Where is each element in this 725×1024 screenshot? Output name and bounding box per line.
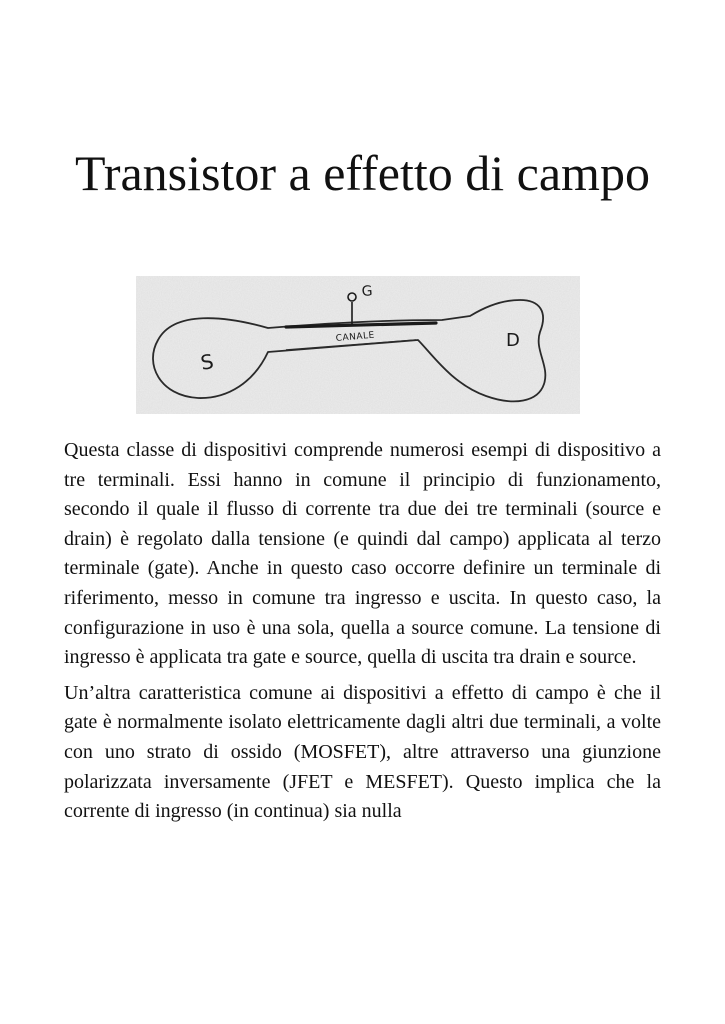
body-text xyxy=(64,436,661,833)
paragraph-2: Un’altra caratteristica comune ai dispositivi a effetto di campo è che il gate è normalmente isolato elettricamente dagli altri due terminali, a volte con uno strato di ossido (MOSFET), altre attraverso una giunzione polarizzata inversamente (JFET e MESFET). Questo implica che la corrente di ingresso (in continua) sia nulla xyxy=(64,681,661,823)
source-label: S xyxy=(198,349,216,375)
paragraph-1: Questa classe di dispositivi comprende numerosi esempi di dispositivo a tre terminali. Essi hanno in comune il principio di funzionamento, secondo il quale il flusso di corrente tra due dei tre terminali (source e drain) è regolato dalla tensione (e quindi dal campo) applicata al terzo terminale (gate). Anche in questo caso occorre definire un terminale di riferimento, messo in comune tra ingresso e uscita. In questo caso, la configurazione in uso è una sola, quella a source comune. La tensione di ingresso è applicata tra gate e source, quella di uscita tra drain e source. xyxy=(64,439,661,669)
gate-label: G xyxy=(361,283,374,300)
page-title: Transistor a effetto di campo xyxy=(75,145,650,201)
fet-sketch-drawing xyxy=(136,276,580,414)
fet-sketch-figure xyxy=(136,276,580,414)
drain-label: D xyxy=(506,330,520,351)
channel-label: CANALE xyxy=(335,330,376,344)
